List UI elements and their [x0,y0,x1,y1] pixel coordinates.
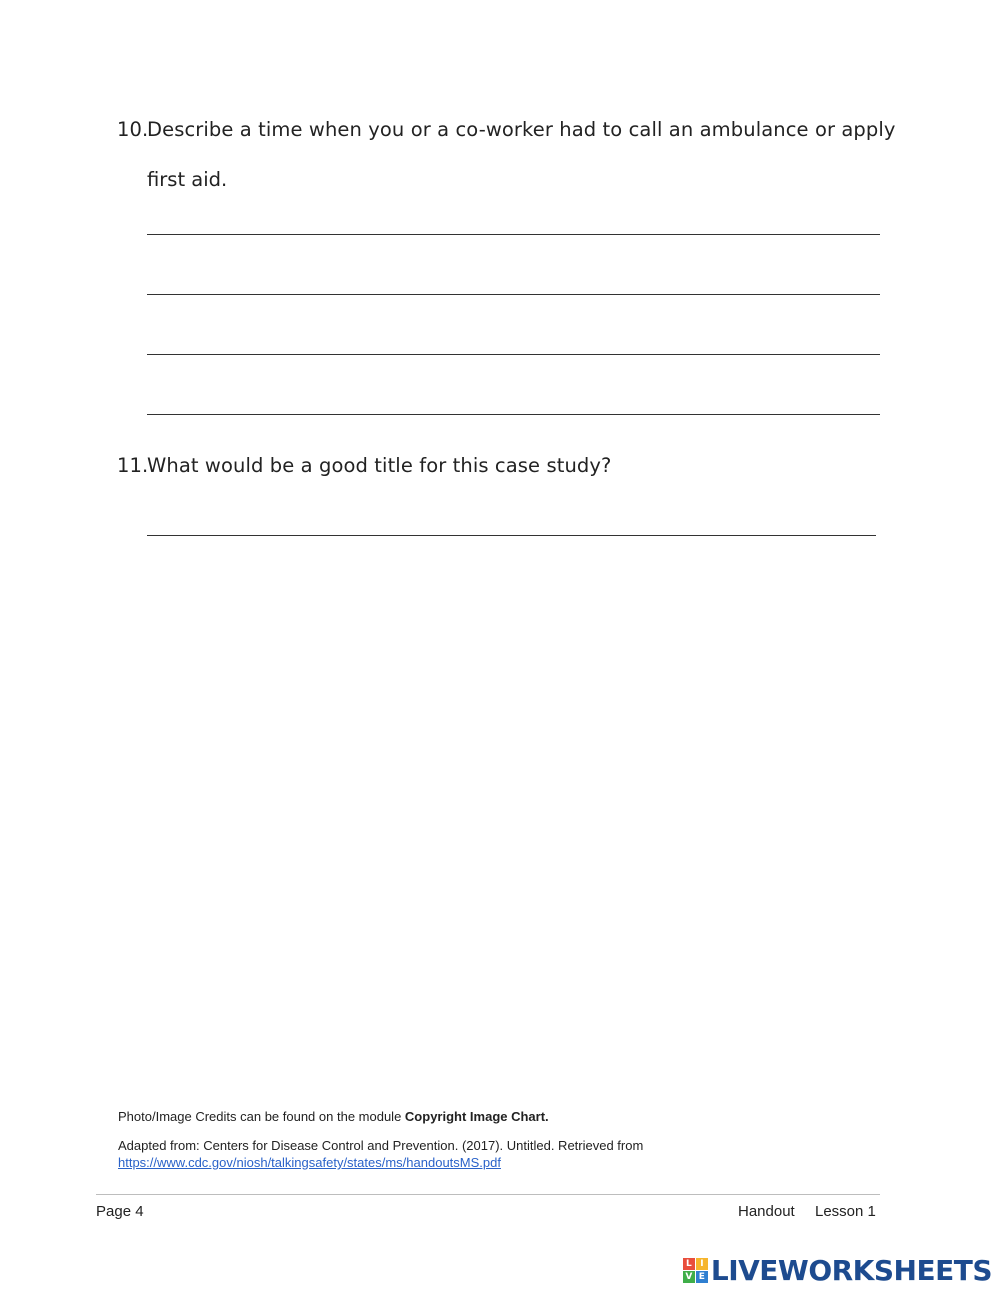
question-10 [117,118,896,141]
answer-line[interactable] [147,234,880,235]
logo-letter: E [696,1271,708,1283]
question-11 [117,454,611,477]
answer-line[interactable] [147,294,880,295]
liveworksheets-logo[interactable] [683,1253,992,1287]
photo-credits-bold: Copyright Image Chart. [404,1109,549,1124]
logo-letter: V [683,1271,695,1283]
question-text: What would be a good title for this case study? [147,454,612,477]
photo-credits [118,1109,549,1124]
answer-line[interactable] [147,535,876,536]
question-text: Describe a time when you or a co-worker had to call an ambulance or apply [147,118,896,141]
question-number: 10. [117,118,149,141]
footer-lesson: Lesson 1 [815,1203,876,1220]
brand-name: LIVEWORKSHEETS [710,1253,992,1287]
question-10-continuation: first aid. [147,168,228,191]
page-number: Page 4 [96,1203,144,1220]
photo-credits-text: Photo/Image Credits can be found on the module [118,1109,405,1124]
question-number: 11. [117,454,149,477]
logo-letter: L [683,1258,695,1270]
footer-handout: Handout [738,1203,795,1220]
footer-divider [96,1194,880,1195]
logo-letter: I [696,1258,708,1270]
answer-line[interactable] [147,414,880,415]
adapted-from: Adapted from: Centers for Disease Control and Prevention. (2017). Untitled. Retrieved from [118,1138,644,1153]
answer-line[interactable] [147,354,880,355]
source-link[interactable]: https://www.cdc.gov/niosh/talkingsafety/states/ms/handoutsMS.pdf [118,1155,501,1170]
logo-icon [683,1258,708,1283]
